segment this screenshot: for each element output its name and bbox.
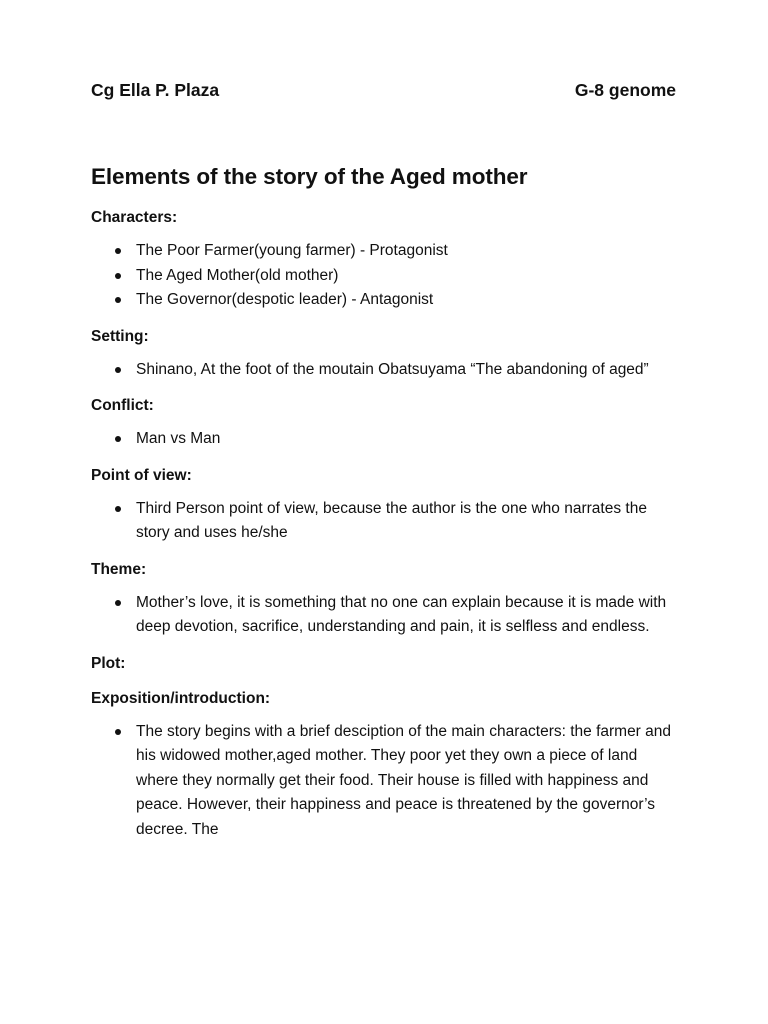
document-title: Elements of the story of the Aged mother xyxy=(91,164,528,189)
conflict-list xyxy=(91,427,691,452)
list-item-text: The story begins with a brief desciption of the main characters: the farmer and his widowed mother,aged mother. They poor yet they own a piece of land where they normally get their food. Their house is filled with happiness and peace. However, their happiness and peace is threatened by the governor’s decree. The xyxy=(136,722,672,838)
document-body xyxy=(91,162,691,855)
plot-heading: Plot: xyxy=(91,654,126,672)
list-item xyxy=(91,591,676,640)
conflict-heading: Conflict: xyxy=(91,397,154,414)
list-item xyxy=(91,497,676,546)
point-of-view-heading: Point of view: xyxy=(91,466,192,484)
list-item xyxy=(91,288,676,313)
list-item-text: The Governor(despotic leader) - Antagonist xyxy=(136,291,434,308)
characters-list xyxy=(91,239,691,313)
section-name: G-8 genome xyxy=(574,80,676,100)
bullet-icon xyxy=(115,506,121,512)
bullet-icon xyxy=(115,729,121,735)
list-item xyxy=(91,239,676,264)
list-item xyxy=(91,358,676,383)
author-name: Cg Ella P. Plaza xyxy=(91,80,220,100)
list-item-text: Man vs Man xyxy=(136,430,221,447)
bullet-icon xyxy=(115,367,121,373)
exposition-heading: Exposition/introduction: xyxy=(91,689,271,707)
page-header xyxy=(91,80,676,104)
bullet-icon xyxy=(115,436,121,442)
setting-list xyxy=(91,358,691,383)
theme-list xyxy=(91,591,691,640)
list-item xyxy=(91,427,676,452)
list-item-text: Shinano, At the foot of the moutain Obatsuyama “The abandoning of aged” xyxy=(136,360,649,378)
exposition-list xyxy=(91,720,691,843)
setting-heading: Setting: xyxy=(91,327,149,345)
bullet-icon xyxy=(115,297,121,303)
list-item xyxy=(91,720,676,843)
characters-heading: Characters: xyxy=(91,209,178,226)
point-of-view-list xyxy=(91,497,691,546)
theme-heading: Theme: xyxy=(91,560,147,578)
list-item-text: Mother’s love, it is something that no one can explain because it is made with deep devotion, sacrifice, understanding and pain, it is selfless and endless. xyxy=(136,593,667,635)
list-item-text: The Aged Mother(old mother) xyxy=(136,266,339,284)
bullet-icon xyxy=(115,273,121,279)
list-item xyxy=(91,264,676,289)
list-item-text: Third Person point of view, because the author is the one who narrates the story and uses he/she xyxy=(136,499,647,541)
bullet-icon xyxy=(115,248,121,254)
bullet-icon xyxy=(115,600,121,606)
list-item-text: The Poor Farmer(young farmer) - Protagonist xyxy=(136,242,448,259)
